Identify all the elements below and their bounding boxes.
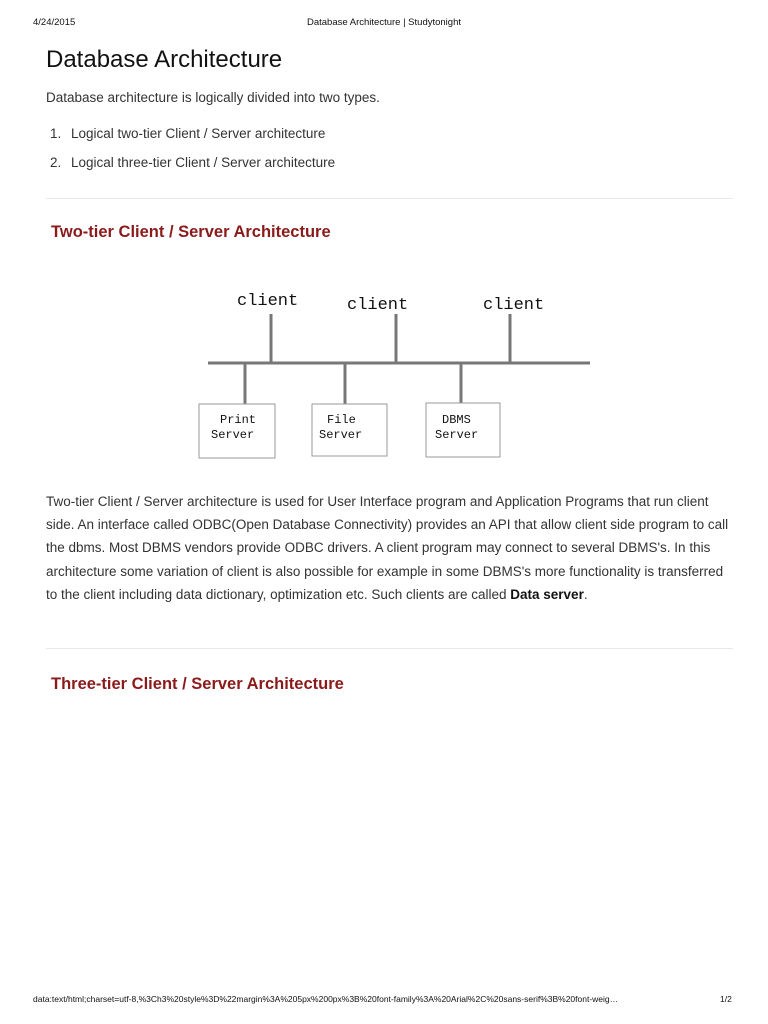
server-label: Server <box>319 428 363 442</box>
server-label: Server <box>435 428 479 442</box>
print-title: Database Architecture | Studytonight <box>306 17 462 28</box>
two-tier-description <box>46 490 736 606</box>
page-number: 1/2 <box>720 994 732 1004</box>
print-footer <box>0 994 768 1008</box>
print-date: 4/24/2015 <box>33 17 76 28</box>
data-server-term: Data server <box>510 586 584 602</box>
list-item-number: 1. <box>50 126 62 141</box>
page-title: Database Architecture <box>46 46 283 73</box>
server-label: Print <box>220 413 257 427</box>
section-divider <box>46 198 733 199</box>
list-item <box>50 126 335 155</box>
section-divider <box>46 648 733 649</box>
two-tier-diagram <box>190 280 610 470</box>
list-item-number: 2. <box>50 155 62 170</box>
three-tier-heading: Three-tier Client / Server Architecture <box>51 675 344 693</box>
client-label: client <box>483 296 545 315</box>
client-label: client <box>237 292 299 311</box>
server-label: File <box>327 413 356 427</box>
list-item-label: Logical two-tier Client / Server architecture <box>71 126 326 141</box>
architecture-types-list <box>50 126 335 184</box>
list-item-label: Logical three-tier Client / Server architecture <box>71 155 336 170</box>
list-item <box>50 155 335 184</box>
print-url: data:text/html;charset=utf-8,%3Ch3%20style%3D%22margin%3A%205px%200px%3B%20font-family%3A%20Arial%2C%20sans-serif%3B%20font-weig… <box>33 994 619 1004</box>
two-tier-heading: Two-tier Client / Server Architecture <box>51 223 331 241</box>
client-label: client <box>347 296 409 315</box>
server-label: Server <box>211 428 255 442</box>
paragraph-end: . <box>583 586 588 602</box>
paragraph-text: Two-tier Client / Server architecture is used for User Interface program and Application Programs that run client side. An interface called ODBC(Open Database Connectivity) provides an API that allow client side program to call the dbms. Most DBMS vendors provide ODBC drivers. A client program may connect to several DBMS's. In this architecture some variation of client is also possible for example in some DBMS's more functionality is transferred to the client including data dictionary, optimization etc. Such clients are called <box>46 494 729 602</box>
print-header <box>0 17 768 31</box>
server-label: DBMS <box>442 413 471 427</box>
intro-text: Database architecture is logically divided into two types. <box>46 90 380 105</box>
